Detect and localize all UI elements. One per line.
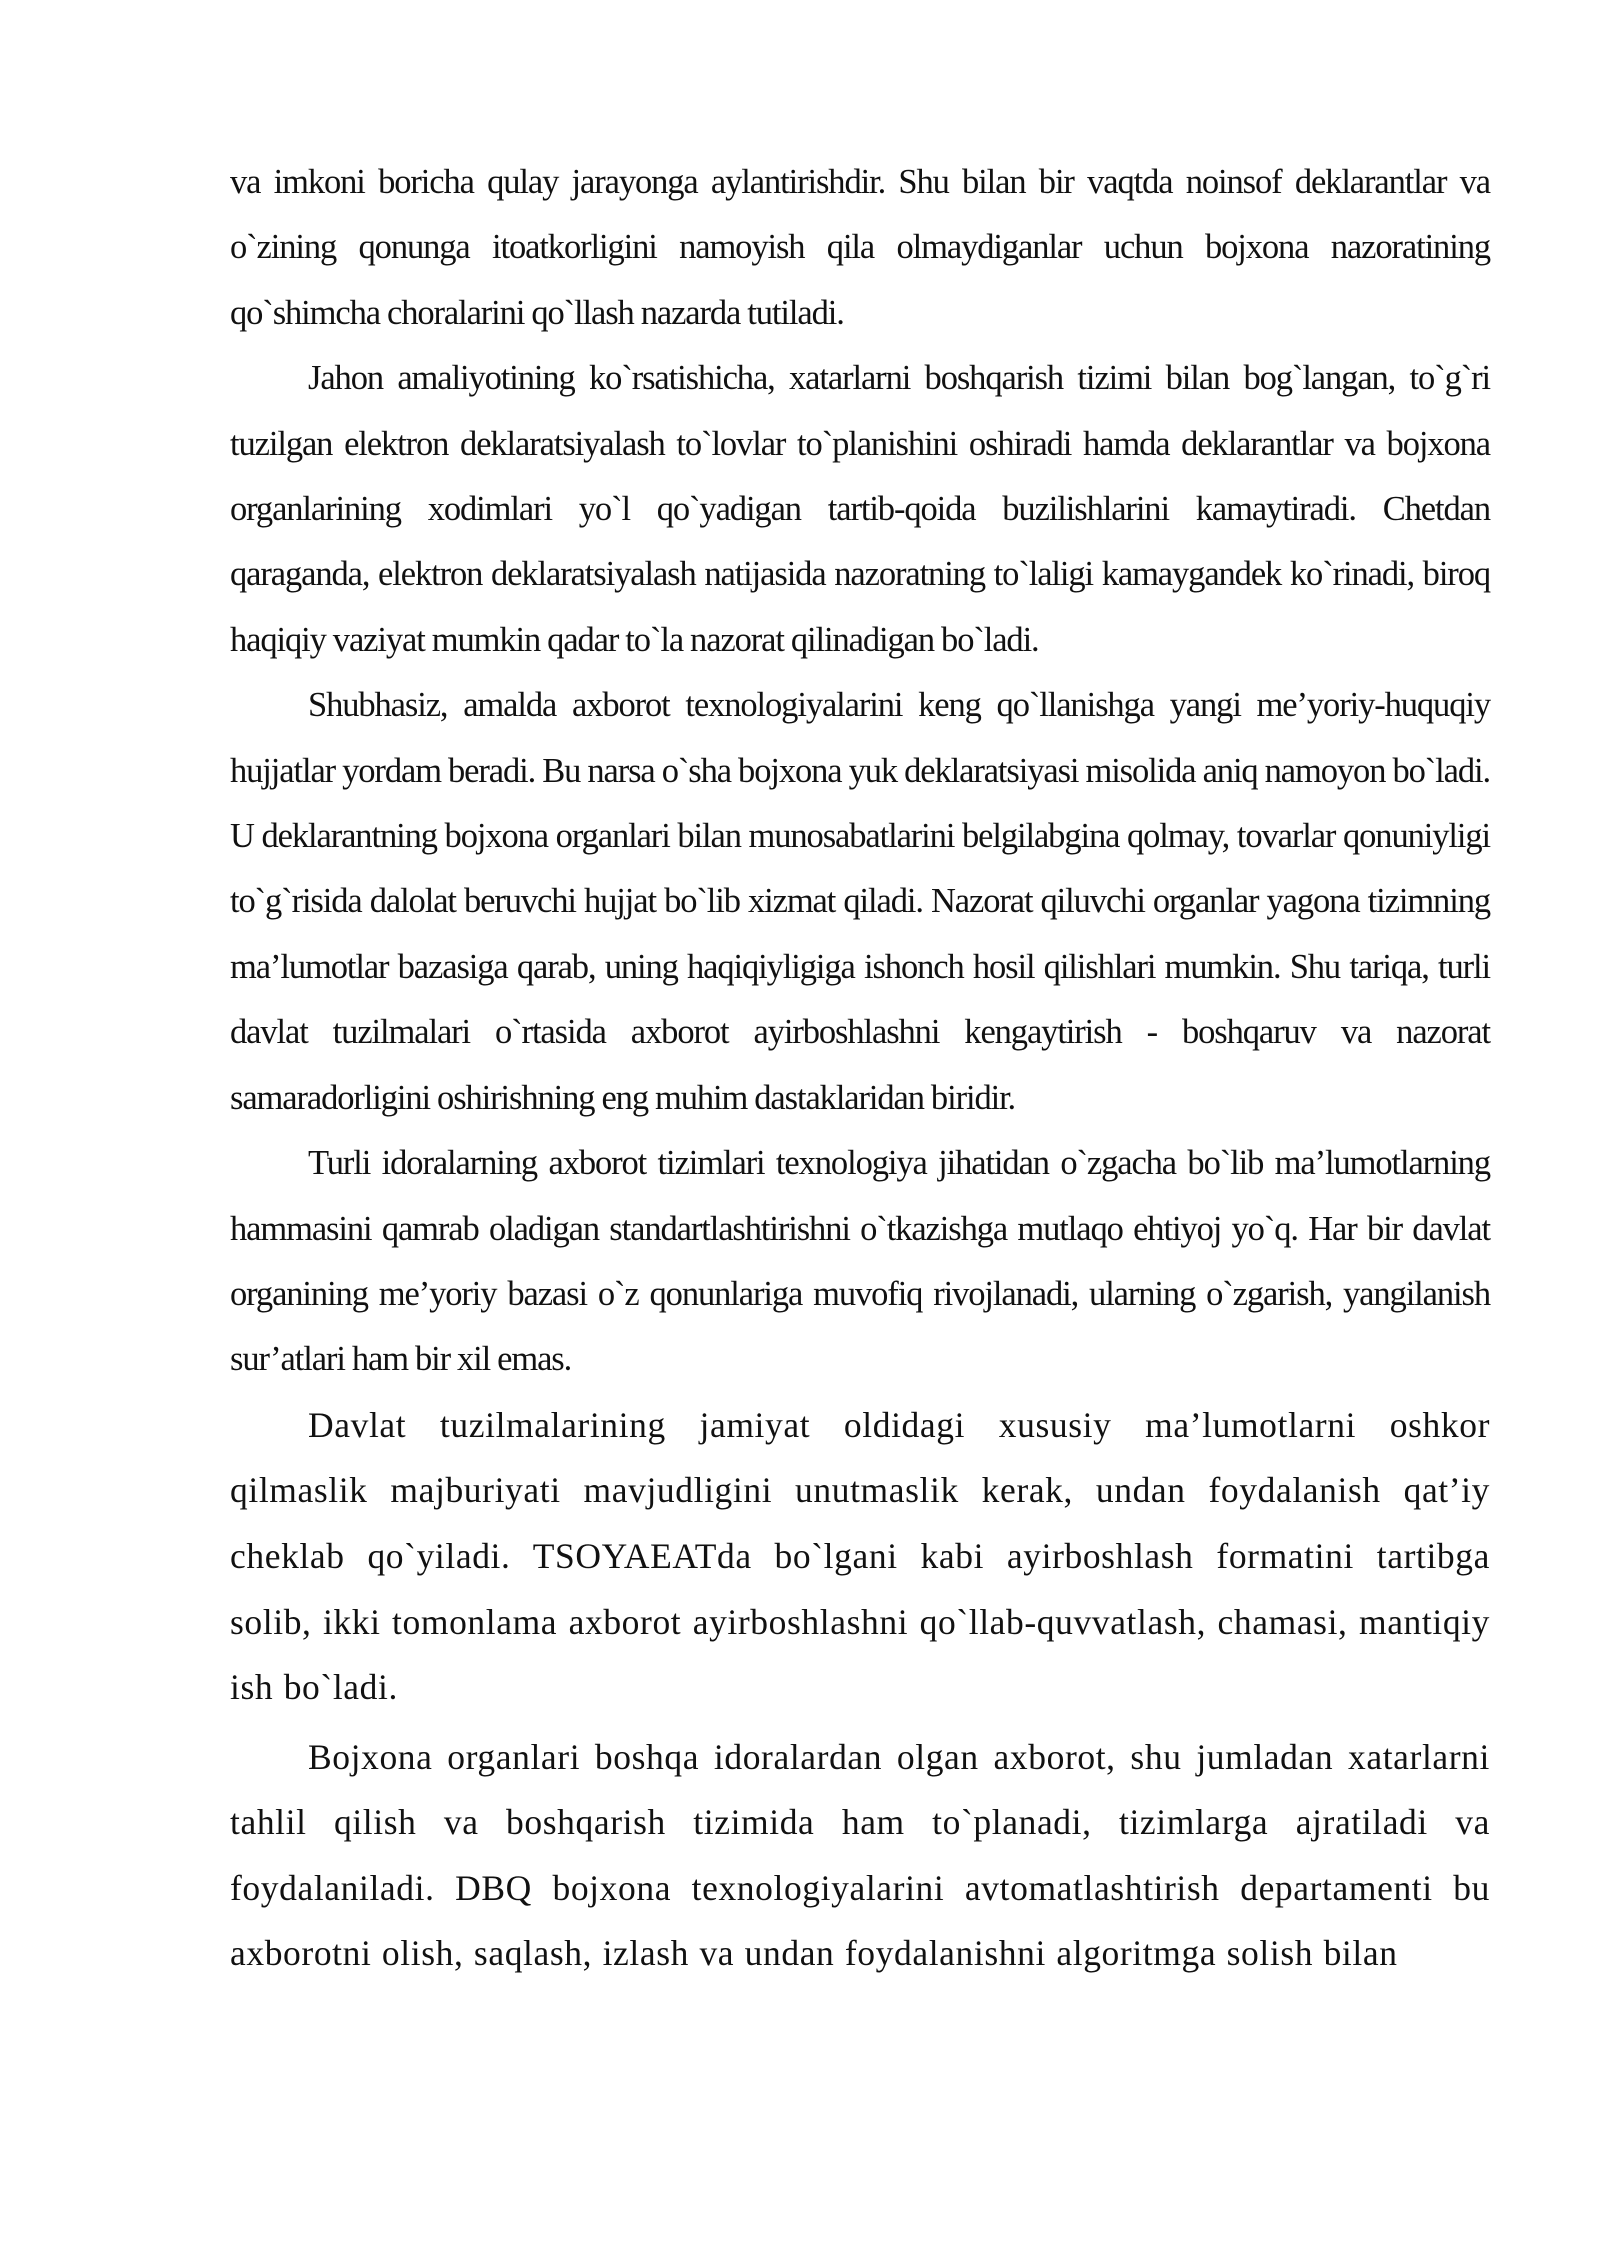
paragraph-5: Davlat tuzilmalarining jamiyat oldidagi xususiy ma’lumotlarni oshkor qilmaslik majburiyati mavjudligini unutmaslik kerak, undan foydalanish qat’iy cheklab qo`yiladi. TSOYAEATda bo`lgani kabi ayirboshlash formatini tartibga solib, ikki tomonlama axborot ayirboshlashni qo`llab-quvvatlash, chamasi, mantiqiy ish bo`ladi. [230,1404,1490,1708]
paragraph-2: Jahon amaliyotining ko`rsatishicha, xatarlarni boshqarish tizimi bilan bog`langan, to`g`ri tuzilgan elektron deklaratsiyalash to`lovlar to`planishini oshiradi hamda deklarantlar va bojxona organlarining xodimlari yo`l qo`yadigan tartib-qoida buzilishlarini kamaytiradi. Chetdan qaraganda, elektron deklaratsiyalash natijasida nazoratning to`laligi kamaygandek ko`rinadi, biroq haqiqiy vaziyat mumkin qadar to`la nazorat qilinadigan bo`ladi. [230,359,1490,659]
paragraph-3: Shubhasiz, amalda axborot texnologiyalarini keng qo`llanishga yangi me’yoriy-huquqiy hujjatlar yordam beradi. Bu narsa o`sha bojxona yuk deklaratsiyasi misolida aniq namoyon bo`ladi. U deklarantning bojxona organlari bilan munosabatlarini belgilabgina qolmay, tovarlar qonuniyligi to`g`risida dalolat beruvchi hujjat bo`lib xizmat qiladi. Nazorat qiluvchi organlar yagona tizimning ma’lumotlar bazasiga qarab, uning haqiqiyligiga ishonch hosil qilishlari mumkin. Shu tariqa, turli davlat tuzilmalari o`rtasida axborot ayirboshlashni kengaytirish - boshqaruv va nazorat samaradorligini oshirishning eng muhim dastaklaridan biridir. [230,686,1490,1117]
paragraph-4: Turli idoralarning axborot tizimlari texnologiya jihatidan o`zgacha bo`lib ma’lumotlarning hammasini qamrab oladigan standartlashtirishni o`tkazishga mutlaqo ehtiyoj yo`q. Har bir davlat organining me’yoriy bazasi o`z qonunlariga muvofiq rivojlanadi, ularning o`zgarish, yangilanish sur’atlari ham bir xil emas. [230,1144,1490,1379]
paragraph-1: va imkoni boricha qulay jarayonga aylantirishdir. Shu bilan bir vaqtda noinsof deklarantlar va o`zining qonunga itoatkorligini namoyish qila olmaydiganlar uchun bojxona nazoratining qo`shimcha choralarini qo`llash nazarda tutiladi. [230,163,1490,332]
document-page [230,150,1490,1987]
paragraph-6: Bojxona organlari boshqa idoralardan olgan axborot, shu jumladan xatarlarni tahlil qilish va boshqarish tizimida ham to`planadi, tizimlarga ajratiladi va foydalaniladi. DBQ bojxona texnologiyalarini avtomatlashtirish departamenti bu axborotni olish, saqlash, izlash va undan foydalanishni algoritmga solish bilan [230,1736,1490,1974]
